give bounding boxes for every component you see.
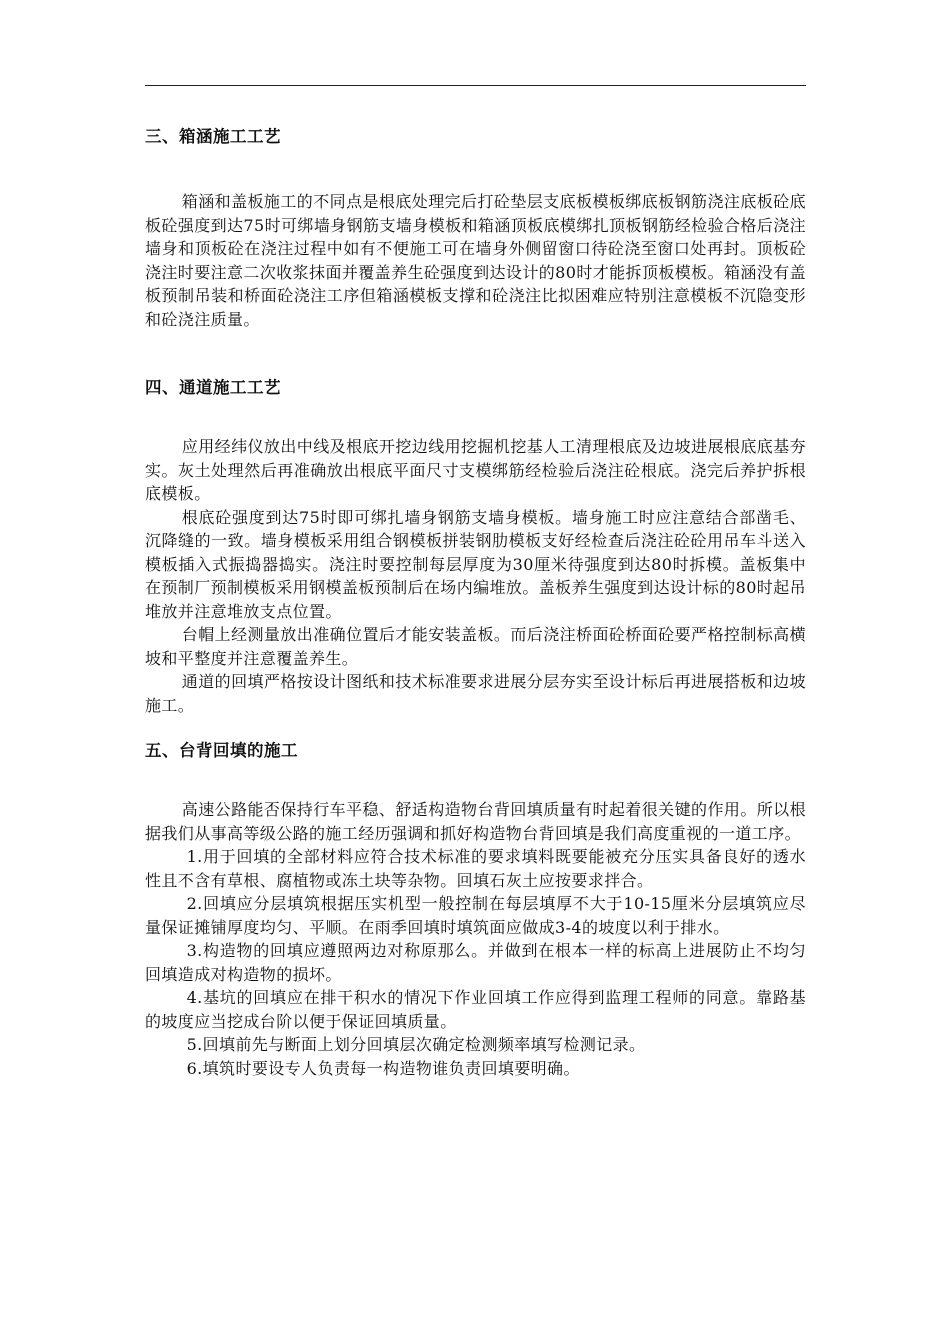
section-4-paragraph-4: 通道的回填严格按设计图纸和技术标准要求进展分层夯实至设计标后再进展搭板和边坡施工。: [145, 672, 806, 715]
section-5-item-3: 3.构造物的回填应遵照两边对称原那么。并做到在根本一样的标高上进展防止不均匀回填造成对构造物的损坏。: [145, 941, 806, 984]
section-3-paragraph-1: 箱涵和盖板施工的不同点是根底处理完后打砼垫层支底板模板绑底板钢筋浇注底板砼底板砼强度到达75时可绑墙身钢筋支墙身模板和箱涵顶板底模绑扎顶板钢筋经检验合格后浇注墙身和顶板砼在浇注过程中如有不便施工可在墙身外侧留窗口待砼浇至窗口处再封。顶板砼浇注时要注意二次收浆抹面并覆盖养生砼强度到达设计的80时才能拆顶板模板。箱涵没有盖板预制吊装和桥面砼浇注工序但箱涵模板支撑和砼浇注比拟困难应特别注意模板不沉隐变形和砼浇注质量。: [145, 192, 806, 329]
section-4-paragraph-1: 应用经纬仪放出中线及根底开挖边线用挖掘机挖基人工清理根底及边坡进展根底底基夯实。灰土处理然后再准确放出根底平面尺寸支模绑筋经检验后浇注砼根底。浇完后养护拆根底模板。: [145, 437, 806, 503]
document-body: [145, 100, 806, 1080]
section-5-paragraph-1: 高速公路能否保持行车平稳、舒适构造物台背回填质量有时起着很关键的作用。所以根据我们从事高等级公路的施工经历强调和抓好构造物台背回填是我们高度重视的一道工序。: [145, 800, 806, 843]
section-4-paragraph-2: 根底砼强度到达75时即可绑扎墙身钢筋支墙身模板。墙身施工时应注意结合部凿毛、沉降缝的一致。墙身模板采用组合钢模板拼装钢肋模板支好经检查后浇注砼砼用吊车斗送入模板插入式振捣器捣实。浇注时要控制每层厚度为30厘米待强度到达80时拆模。盖板集中在预制厂预制模板采用钢模盖板预制后在场内编堆放。盖板养生强度到达设计标的80时起吊堆放并注意堆放支点位置。: [145, 507, 806, 621]
section-5-heading: 五、台背回填的施工: [145, 741, 298, 760]
section-5-item-5: 5.回填前先与断面上划分回填层次确定检测频率填写检测记录。: [186, 1035, 646, 1054]
section-3-heading: 三、箱涵施工工艺: [145, 127, 281, 146]
section-5-item-4: 4.基坑的回填应在排干积水的情况下作业回填工作应得到监理工程师的同意。靠路基的坡度应当挖成台阶以便于保证回填质量。: [145, 988, 806, 1031]
header-rule: [145, 85, 806, 86]
section-4-paragraph-3: 台帽上经测量放出准确位置后才能安装盖板。而后浇注桥面砼桥面砼要严格控制标高横坡和平整度并注意覆盖养生。: [145, 625, 806, 668]
section-5-item-1: 1.用于回填的全部材料应符合技术标准的要求填料既要能被充分压实具备良好的透水性且不含有草根、腐植物或冻土块等杂物。回填石灰土应按要求拌合。: [145, 847, 806, 890]
section-5-item-2: 2.回填应分层填筑根据压实机型一般控制在每层填厚不大于10-15厘米分层填筑应尽量保证摊铺厚度均匀、平顺。在雨季回填时填筑面应做成3-4的坡度以利于排水。: [145, 894, 806, 937]
section-4-heading: 四、通道施工工艺: [145, 378, 281, 397]
section-5-item-6: 6.填筑时要设专人负责每一构造物谁负责回填要明确。: [186, 1058, 580, 1078]
